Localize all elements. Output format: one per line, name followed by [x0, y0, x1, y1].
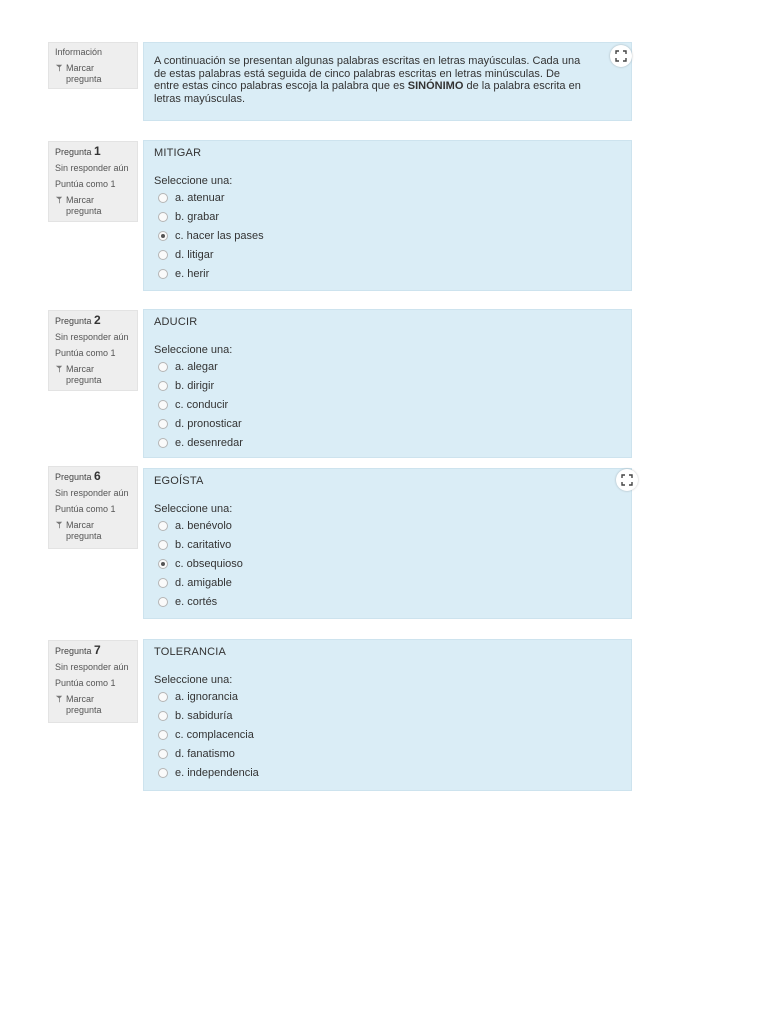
radio-button[interactable] [158, 711, 168, 721]
answer-option[interactable] [154, 764, 621, 783]
flag-label-1: Marcar [66, 520, 95, 530]
answer-options [154, 687, 621, 783]
question-title [55, 315, 131, 327]
question-status: Sin responder aún [55, 332, 129, 342]
expand-button[interactable] [610, 45, 632, 67]
answer-option[interactable] [154, 265, 621, 284]
radio-button[interactable] [158, 559, 168, 569]
question-status: Sin responder aún [55, 163, 129, 173]
answer-option[interactable] [154, 226, 621, 245]
answer-option-label: b. dirigir [175, 379, 215, 392]
expand-icon [615, 50, 627, 62]
question-info [48, 640, 138, 723]
instructions-emphasis: SINÓNIMO [407, 80, 464, 92]
answer-option-label: b. caritativo [175, 538, 232, 551]
radio-button[interactable] [158, 400, 168, 410]
flag-icon [55, 365, 63, 373]
select-prompt: Seleccione una: [154, 175, 233, 187]
radio-button[interactable] [158, 362, 168, 372]
answer-option-label: e. cortés [175, 596, 218, 609]
answer-option-label: e. desenredar [175, 437, 243, 450]
radio-button[interactable] [158, 212, 168, 222]
answer-option-label: a. atenuar [175, 191, 225, 204]
answer-options [154, 188, 621, 284]
flag-label-2: pregunta [66, 705, 102, 715]
flag-icon [55, 64, 63, 72]
flag-label-2: pregunta [66, 74, 102, 84]
question-word: EGOÍSTA [154, 475, 204, 487]
answer-options [154, 357, 621, 453]
expand-icon [621, 474, 633, 486]
answer-option[interactable] [154, 415, 621, 434]
flag-label-2: pregunta [66, 531, 102, 541]
answer-option[interactable] [154, 725, 621, 744]
info-sidebar [48, 42, 138, 89]
answer-option[interactable] [154, 687, 621, 706]
question-title [55, 146, 131, 158]
answer-option[interactable] [154, 207, 621, 226]
flag-label-2: pregunta [66, 206, 102, 216]
radio-button[interactable] [158, 768, 168, 778]
question-status: Sin responder aún [55, 662, 129, 672]
question-title-prefix: Pregunta [55, 316, 92, 326]
answer-option-label: c. hacer las pases [175, 229, 264, 242]
question-status: Sin responder aún [55, 488, 129, 498]
answer-option-label: a. ignorancia [175, 690, 238, 703]
answer-option[interactable] [154, 745, 621, 764]
question-panel [143, 639, 632, 791]
question-title-prefix: Pregunta [55, 472, 92, 482]
radio-button[interactable] [158, 597, 168, 607]
answer-option[interactable] [154, 593, 621, 612]
question-points: Puntúa como 1 [55, 179, 116, 189]
answer-option[interactable] [154, 357, 621, 376]
answer-option-label: c. complacencia [175, 728, 254, 741]
question-panel [143, 309, 632, 458]
instructions-text-end: de la palabra escrita en letras mayúsculas. [154, 80, 581, 105]
radio-button[interactable] [158, 730, 168, 740]
radio-button[interactable] [158, 419, 168, 429]
question-word: MITIGAR [154, 147, 202, 159]
question-info [48, 466, 138, 549]
radio-button[interactable] [158, 749, 168, 759]
flag-icon [55, 196, 63, 204]
flag-icon [55, 695, 63, 703]
flag-label-1: Marcar [66, 195, 95, 205]
answer-option-label: a. alegar [175, 360, 218, 373]
flag-question-link[interactable] [55, 520, 131, 542]
instructions-text-start: A continuación se presentan algunas palabras escritas en letras mayúsculas. Cada una de estas palabras está seguida de cinco palabras escritas en letras minúsculas. De entre estas cinco palabras escoja la palabra que es [154, 55, 581, 92]
radio-button[interactable] [158, 692, 168, 702]
answer-option[interactable] [154, 706, 621, 725]
answer-option[interactable] [154, 554, 621, 573]
flag-label-1: Marcar [66, 364, 95, 374]
flag-label-1: Marcar [66, 63, 95, 73]
question-word: ADUCIR [154, 316, 198, 328]
question-title-prefix: Pregunta [55, 646, 92, 656]
flag-question-link[interactable] [55, 195, 131, 217]
select-prompt: Seleccione una: [154, 344, 233, 356]
expand-button[interactable] [616, 469, 638, 491]
answer-option-label: c. obsequioso [175, 557, 243, 570]
flag-question-link[interactable] [55, 63, 131, 85]
answer-option-label: a. benévolo [175, 519, 232, 532]
question-number: 7 [94, 643, 101, 657]
answer-option[interactable] [154, 516, 621, 535]
answer-option-label: e. herir [175, 268, 210, 281]
answer-option[interactable] [154, 188, 621, 207]
question-number: 1 [94, 144, 101, 158]
answer-option-label: b. grabar [175, 210, 220, 223]
question-panel [143, 468, 632, 619]
answer-option-label: d. litigar [175, 249, 214, 262]
question-title [55, 645, 131, 657]
question-points: Puntúa como 1 [55, 348, 116, 358]
radio-button[interactable] [158, 540, 168, 550]
instructions-text [154, 49, 621, 105]
question-panel [143, 140, 632, 291]
answer-option-label: d. fanatismo [175, 748, 235, 761]
flag-question-link[interactable] [55, 364, 131, 386]
select-prompt: Seleccione una: [154, 674, 233, 686]
radio-button[interactable] [158, 231, 168, 241]
question-info [48, 310, 138, 391]
answer-options [154, 516, 621, 612]
answer-option-label: e. independencia [175, 767, 259, 780]
answer-option[interactable] [154, 395, 621, 414]
radio-button[interactable] [158, 578, 168, 588]
answer-option[interactable] [154, 246, 621, 265]
question-title [55, 471, 131, 483]
question-number: 6 [94, 469, 101, 483]
answer-option[interactable] [154, 535, 621, 554]
flag-label-1: Marcar [66, 694, 95, 704]
answer-option-label: b. sabiduría [175, 709, 233, 722]
info-panel [143, 42, 632, 121]
select-prompt: Seleccione una: [154, 503, 233, 515]
answer-option-label: d. amigable [175, 577, 232, 590]
answer-option[interactable] [154, 434, 621, 453]
flag-label-2: pregunta [66, 375, 102, 385]
radio-button[interactable] [158, 381, 168, 391]
radio-button[interactable] [158, 250, 168, 260]
radio-button[interactable] [158, 521, 168, 531]
question-points: Puntúa como 1 [55, 504, 116, 514]
question-points: Puntúa como 1 [55, 678, 116, 688]
answer-option[interactable] [154, 376, 621, 395]
question-info [48, 141, 138, 222]
flag-icon [55, 521, 63, 529]
radio-button[interactable] [158, 269, 168, 279]
question-number: 2 [94, 313, 101, 327]
radio-button[interactable] [158, 438, 168, 448]
answer-option-label: c. conducir [175, 398, 229, 411]
answer-option-label: d. pronosticar [175, 418, 242, 431]
flag-question-link[interactable] [55, 694, 131, 716]
radio-button[interactable] [158, 193, 168, 203]
info-label: Información [55, 47, 103, 57]
question-title-prefix: Pregunta [55, 147, 92, 157]
answer-option[interactable] [154, 574, 621, 593]
question-word: TOLERANCIA [154, 646, 227, 658]
